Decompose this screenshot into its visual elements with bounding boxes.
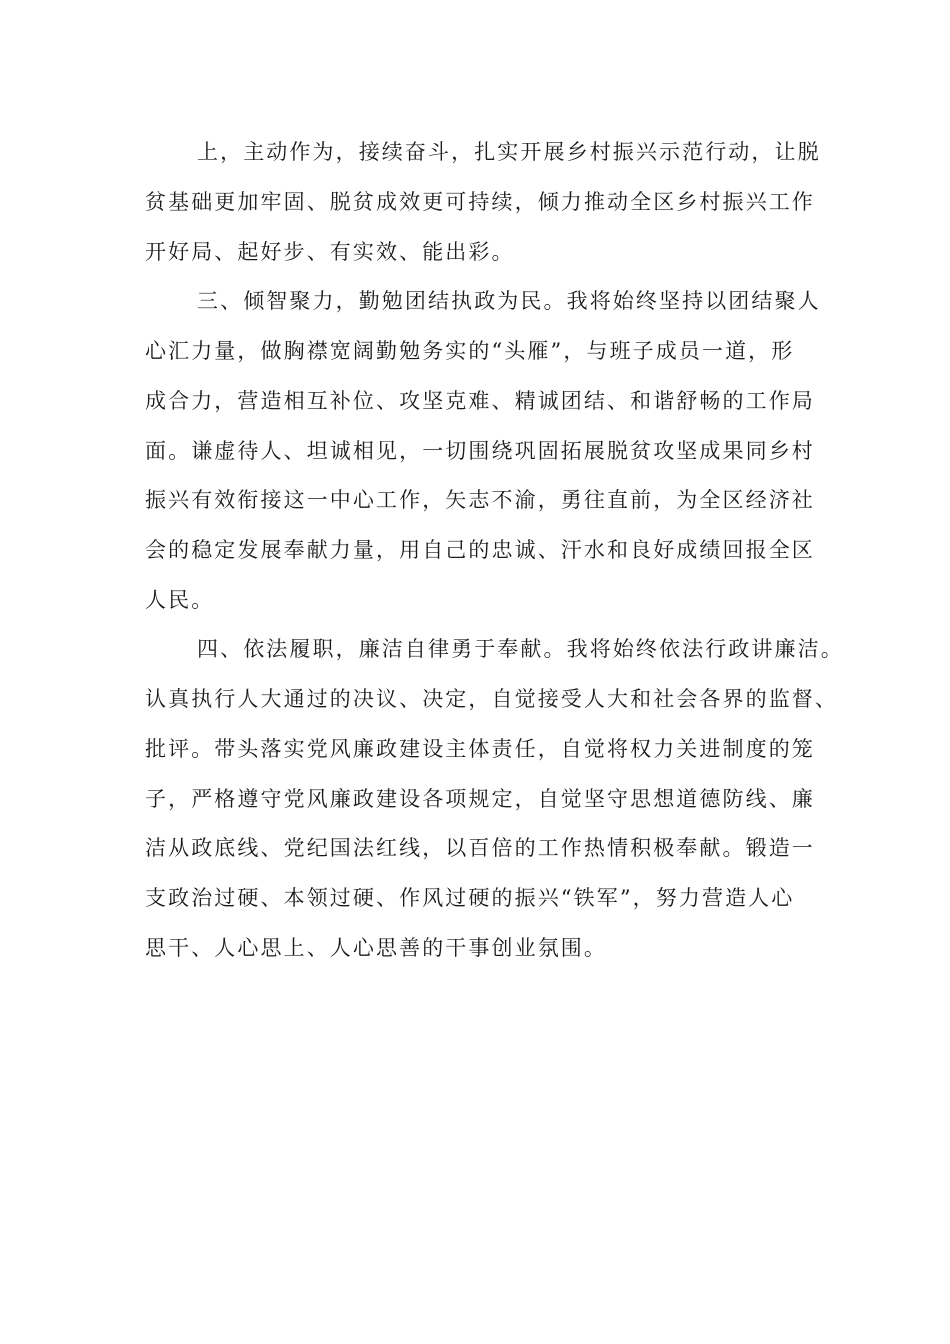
text-line: 会的稳定发展奉献力量，用自己的忠诚、汗水和良好成绩回报全区 <box>145 538 815 562</box>
text-line: 子，严格遵守党风廉政建设各项规定，自觉坚守思想道德防线、廉 <box>145 787 815 811</box>
text-line: 支政治过硬、本领过硬、作风过硬的振兴“铁军”，努力营造人心 <box>145 886 795 910</box>
text-line: 思干、人心思上、人心思善的干事创业氛围。 <box>145 936 607 960</box>
text-line: 振兴有效衔接这一中心工作，矢志不渝，勇往直前，为全区经济社 <box>145 488 815 512</box>
text-line: 认真执行人大通过的决议、决定，自觉接受人大和社会各界的监督、 <box>145 687 838 711</box>
text-line: 上，主动作为，接续奋斗，扎实开展乡村振兴示范行动，让脱 <box>197 140 821 164</box>
text-line: 批评。带头落实党风廉政建设主体责任，自觉将权力关进制度的笼 <box>145 737 815 761</box>
text-line: 三、倾智聚力，勤勉团结执政为民。我将始终坚持以团结聚人 <box>197 289 821 313</box>
text-line: 成合力，营造相互补位、攻坚克难、精诚团结、和谐舒畅的工作局 <box>145 389 815 413</box>
text-line: 面。谦虚待人、坦诚相见，一切围绕巩固拓展脱贫攻坚成果同乡村 <box>145 439 815 463</box>
text-line: 开好局、起好步、有实效、能出彩。 <box>145 240 515 264</box>
text-line: 心汇力量，做胸襟宽阔勤勉务实的“头雁”，与班子成员一道，形 <box>145 339 795 363</box>
text-line: 贫基础更加牢固、脱贫成效更可持续，倾力推动全区乡村振兴工作 <box>145 190 815 214</box>
text-line: 洁从政底线、党纪国法红线，以百倍的工作热情积极奉献。锻造一 <box>145 836 815 860</box>
text-line: 人民。 <box>145 588 215 612</box>
text-line: 四、依法履职，廉洁自律勇于奉献。我将始终依法行政讲廉洁。 <box>197 637 844 661</box>
